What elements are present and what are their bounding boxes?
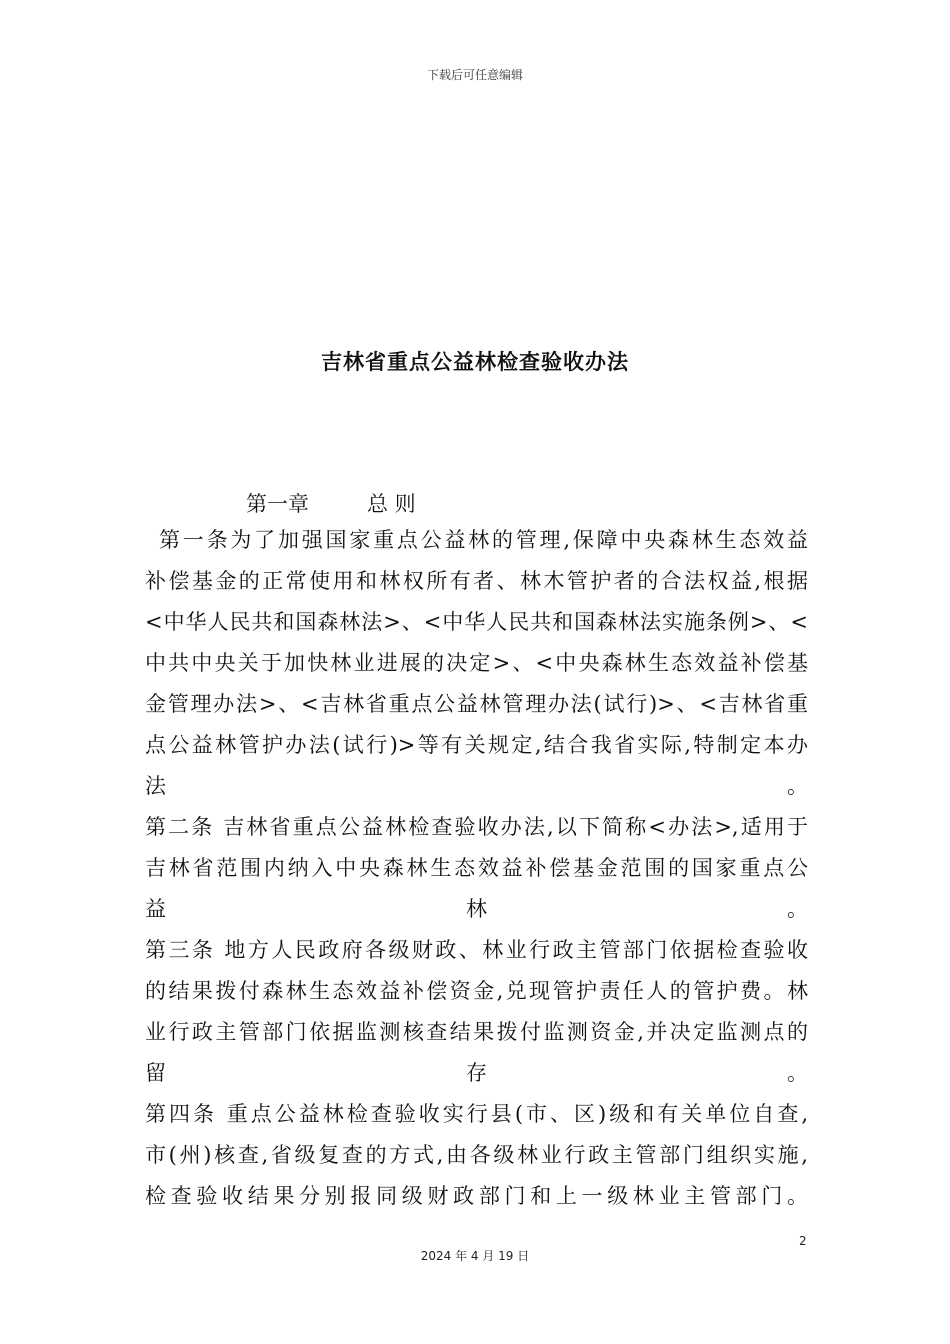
body-text (145, 520, 808, 1217)
text-line: 检查验收结果分别报同级财政部门和上一级林业主管部门。 (145, 1184, 808, 1208)
text-line: 中共中央关于加快林业进展的决定>、<中央森林生态效益补偿基 (145, 651, 808, 675)
text-line: 金管理办法>、<吉林省重点公益林管理办法(试行)>、<吉林省重 (145, 692, 808, 716)
text-line: 留 存 。 (145, 1061, 808, 1085)
text-line: 第三条 地方人民政府各级财政、林业行政主管部门依据检查验收 (145, 938, 808, 962)
text-line: 业行政主管部门依据监测核查结果拨付监测资金,并决定监测点的 (145, 1020, 808, 1044)
text-line: 第二条 吉林省重点公益林检查验收办法,以下简称<办法>,适用于 (145, 815, 808, 839)
page-number: 2 (799, 1234, 807, 1248)
document-title: 吉林省重点公益林检查验收办法 (321, 350, 629, 374)
text-line: 吉林省范围内纳入中央森林生态效益补偿基金范围的国家重点公 (145, 856, 808, 880)
text-line: 第四条 重点公益林检查验收实行县(市、区)级和有关单位自查, (145, 1102, 808, 1126)
chapter-name: 总 则 (367, 492, 416, 516)
chapter-heading (246, 488, 416, 518)
text-line: <中华人民共和国森林法>、<中华人民共和国森林法实施条例>、< (145, 610, 808, 634)
chapter-number: 第一章 (246, 492, 309, 516)
text-line: 第一条为了加强国家重点公益林的管理,保障中央森林生态效益 (159, 528, 808, 552)
footer-date: 2024 年 4 月 19 日 (420, 1249, 530, 1263)
text-line: 的结果拨付森林生态效益补偿资金,兑现管护责任人的管护费。林 (145, 979, 808, 1003)
text-line: 补偿基金的正常使用和林权所有者、林木管护者的合法权益,根据 (145, 569, 808, 593)
text-line: 益 林 。 (145, 897, 808, 921)
text-line: 点公益林管护办法(试行)>等有关规定,结合我省实际,特制定本办 (145, 733, 808, 757)
text-line: 法 。 (145, 774, 808, 798)
text-line: 市(州)核查,省级复查的方式,由各级林业行政主管部门组织实施, (145, 1143, 808, 1167)
header-note: 下载后可任意编辑 (426, 68, 523, 82)
